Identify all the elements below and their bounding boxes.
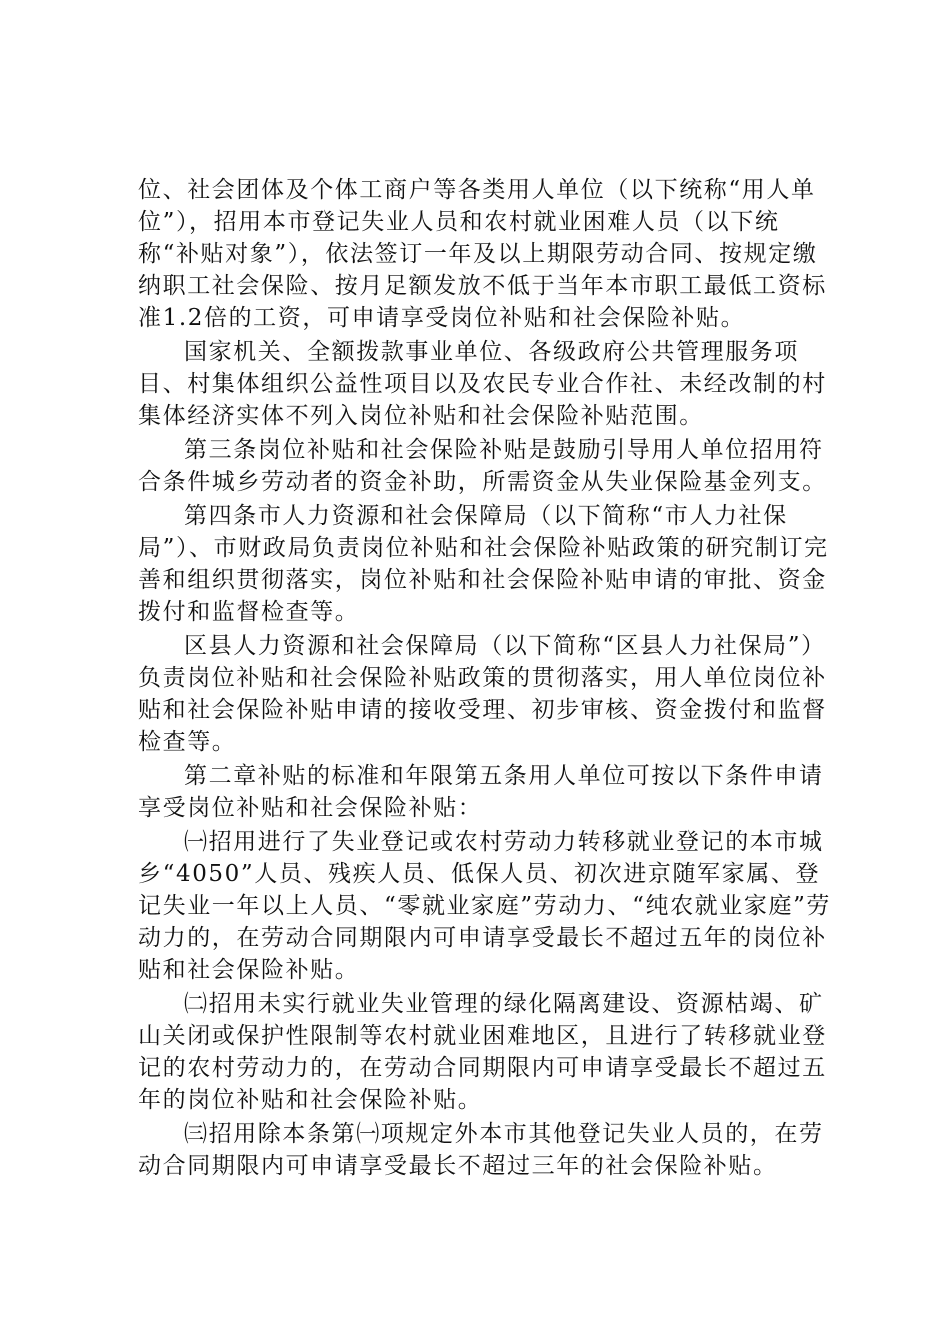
paragraph: 国家机关、全额拨款事业单位、各级政府公共管理服务项目、村集体组织公益性项目以及农民专业合作社、未经改制的村集体经济实体不列入岗位补贴和社会保险补贴范围。 <box>138 339 827 429</box>
paragraph: ㈡招用未实行就业失业管理的绿化隔离建设、资源枯竭、矿山关闭或保护性限制等农村就业困难地区，且进行了转移就业登记的农村劳动力的，在劳动合同期限内可申请享受最长不超过五年的岗位补贴和社会保险补贴。 <box>138 991 827 1113</box>
paragraph: 第三条岗位补贴和社会保险补贴是鼓励引导用人单位招用符合条件城乡劳动者的资金补助，所需资金从失业保险基金列支。 <box>138 437 827 495</box>
paragraph: 第二章补贴的标准和年限第五条用人单位可按以下条件申请享受岗位补贴和社会保险补贴： <box>138 763 824 821</box>
paragraph: 第四条市人力资源和社会保障局（以下简称“市人力社保局”）、市财政局负责岗位补贴和社会保险补贴政策的研究制订完善和组织贯彻落实，岗位补贴和社会保险补贴申请的审批、资金拨付和监督检查等。 <box>138 503 829 625</box>
document-body <box>138 174 838 1184</box>
paragraph: ㈠招用进行了失业登记或农村劳动力转移就业登记的本市城乡“4050”人员、残疾人员、低保人员、初次进京随军家属、登记失业一年以上人员、“零就业家庭”劳动力、“纯农就业家庭”劳动力的，在劳动合同期限内可申请享受最长不超过五年的岗位补贴和社会保险补贴。 <box>138 829 832 983</box>
paragraph: 位、社会团体及个体工商户等各类用人单位（以下统称“用人单位”），招用本市登记失业人员和农村就业困难人员（以下统称“补贴对象”），依法签订一年及以上期限劳动合同、按规定缴纳职工社会保险、按月足额发放不低于当年本市职工最低工资标准1.2倍的工资，可申请享受岗位补贴和社会保险补贴。 <box>138 177 827 331</box>
paragraph: ㈢招用除本条第㈠项规定外本市其他登记失业人员的，在劳动合同期限内可申请享受最长不超过三年的社会保险补贴。 <box>138 1121 824 1179</box>
paragraph: 区县人力资源和社会保障局（以下简称“区县人力社保局”）负责岗位补贴和社会保险补贴政策的贯彻落实，用人单位岗位补贴和社会保险补贴申请的接收受理、初步审核、资金拨付和监督检查等。 <box>138 633 827 755</box>
